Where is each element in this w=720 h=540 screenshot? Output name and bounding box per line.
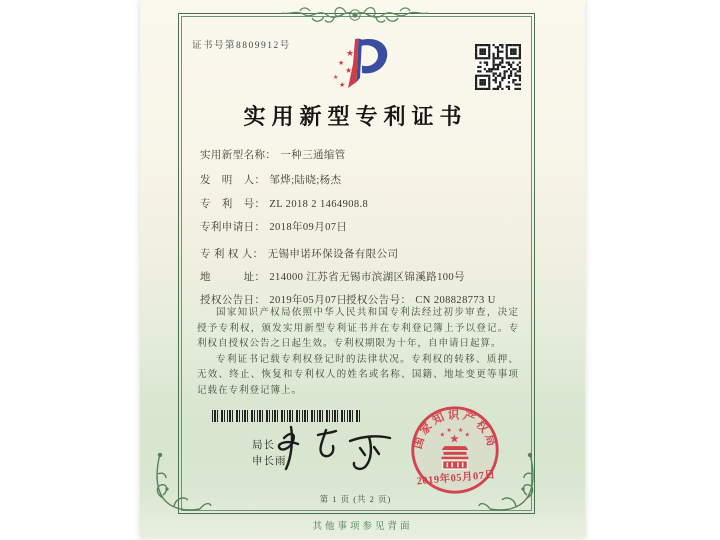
field-utility-model-name xyxy=(200,147,346,162)
qr-code xyxy=(475,44,521,90)
legal-paragraph-1: 国家知识产权局依照中华人民共和国专利法经过初步审查，决定授予专利权，颁发实用新型专利证书并在专利登记簿上予以登记。专利权自授权公告之日起生效。专利权期限为十年，自申请日起算。 xyxy=(197,308,519,349)
field-filing-date xyxy=(200,219,347,234)
field-value: 一种三通缩管 xyxy=(280,150,346,161)
director-signature-icon xyxy=(270,422,405,474)
svg-text:★: ★ xyxy=(338,59,345,67)
barcode xyxy=(212,410,360,422)
director-name: 申长雨 xyxy=(252,456,287,467)
cnipa-patent-logo-icon xyxy=(322,34,392,94)
field-label: 授权公告号： xyxy=(346,295,412,306)
field-patentee xyxy=(200,246,398,261)
field-value: ZL 2018 2 1464908.8 xyxy=(269,199,369,210)
field-value: 2018年09月07日 xyxy=(269,222,348,233)
svg-text:★: ★ xyxy=(339,81,346,89)
field-label: 地 址： xyxy=(200,272,266,283)
national-emblem-icon xyxy=(440,427,470,469)
svg-text:★: ★ xyxy=(439,432,445,439)
field-label: 专 利 号： xyxy=(200,199,266,210)
field-label: 专 利 权 人： xyxy=(200,249,264,260)
field-address xyxy=(200,269,465,284)
certificate-paper xyxy=(140,0,585,538)
field-grant-date-and-number xyxy=(200,292,530,307)
field-value: 邹烨;陆晓;杨杰 xyxy=(269,175,342,186)
field-inventors xyxy=(200,172,341,187)
field-value: 214000 江苏省无锡市滨湖区锦溪路100号 xyxy=(269,272,465,283)
field-patent-number xyxy=(200,196,368,211)
field-value: 无锡申诺环保设备有限公司 xyxy=(267,249,399,260)
field-grant-number xyxy=(346,292,496,307)
legal-text xyxy=(197,306,519,399)
svg-text:★: ★ xyxy=(457,427,464,434)
svg-text:★: ★ xyxy=(449,433,460,446)
field-label: 专利申请日： xyxy=(200,222,266,233)
field-value: 2019年05月07日 xyxy=(269,295,348,306)
legal-paragraph-2: 专利证书记载专利权登记时的法律状况。专利权的转移、质押、无效、终止、恢复和专利权人的姓名或名称、国籍、地址变更等事项记载在专利登记簿上。 xyxy=(197,354,519,396)
seal-text: 国家知识产权局 xyxy=(412,409,498,451)
director-title: 局长 xyxy=(252,440,275,451)
field-label: 发 明 人： xyxy=(200,175,266,186)
field-value: CN 208828773 U xyxy=(415,295,496,306)
svg-text:★: ★ xyxy=(446,427,452,434)
svg-text:★: ★ xyxy=(464,432,470,439)
seal-date: 2019年05月07日 xyxy=(416,469,496,488)
certificate-title: 实用新型专利证书 xyxy=(243,104,468,129)
certificate-number: 证书号第8809912号 xyxy=(192,41,291,51)
svg-text:★: ★ xyxy=(345,66,353,75)
page-number: 第 1 页 (共 2 页) xyxy=(319,494,392,504)
svg-text:★: ★ xyxy=(346,48,355,58)
footer-note: 其他事项参见背面 xyxy=(312,522,413,532)
field-label: 实用新型名称： xyxy=(200,150,277,161)
svg-text:★: ★ xyxy=(333,75,339,81)
top-border-ornament-icon xyxy=(280,2,430,28)
field-label: 授权公告日： xyxy=(200,295,266,306)
